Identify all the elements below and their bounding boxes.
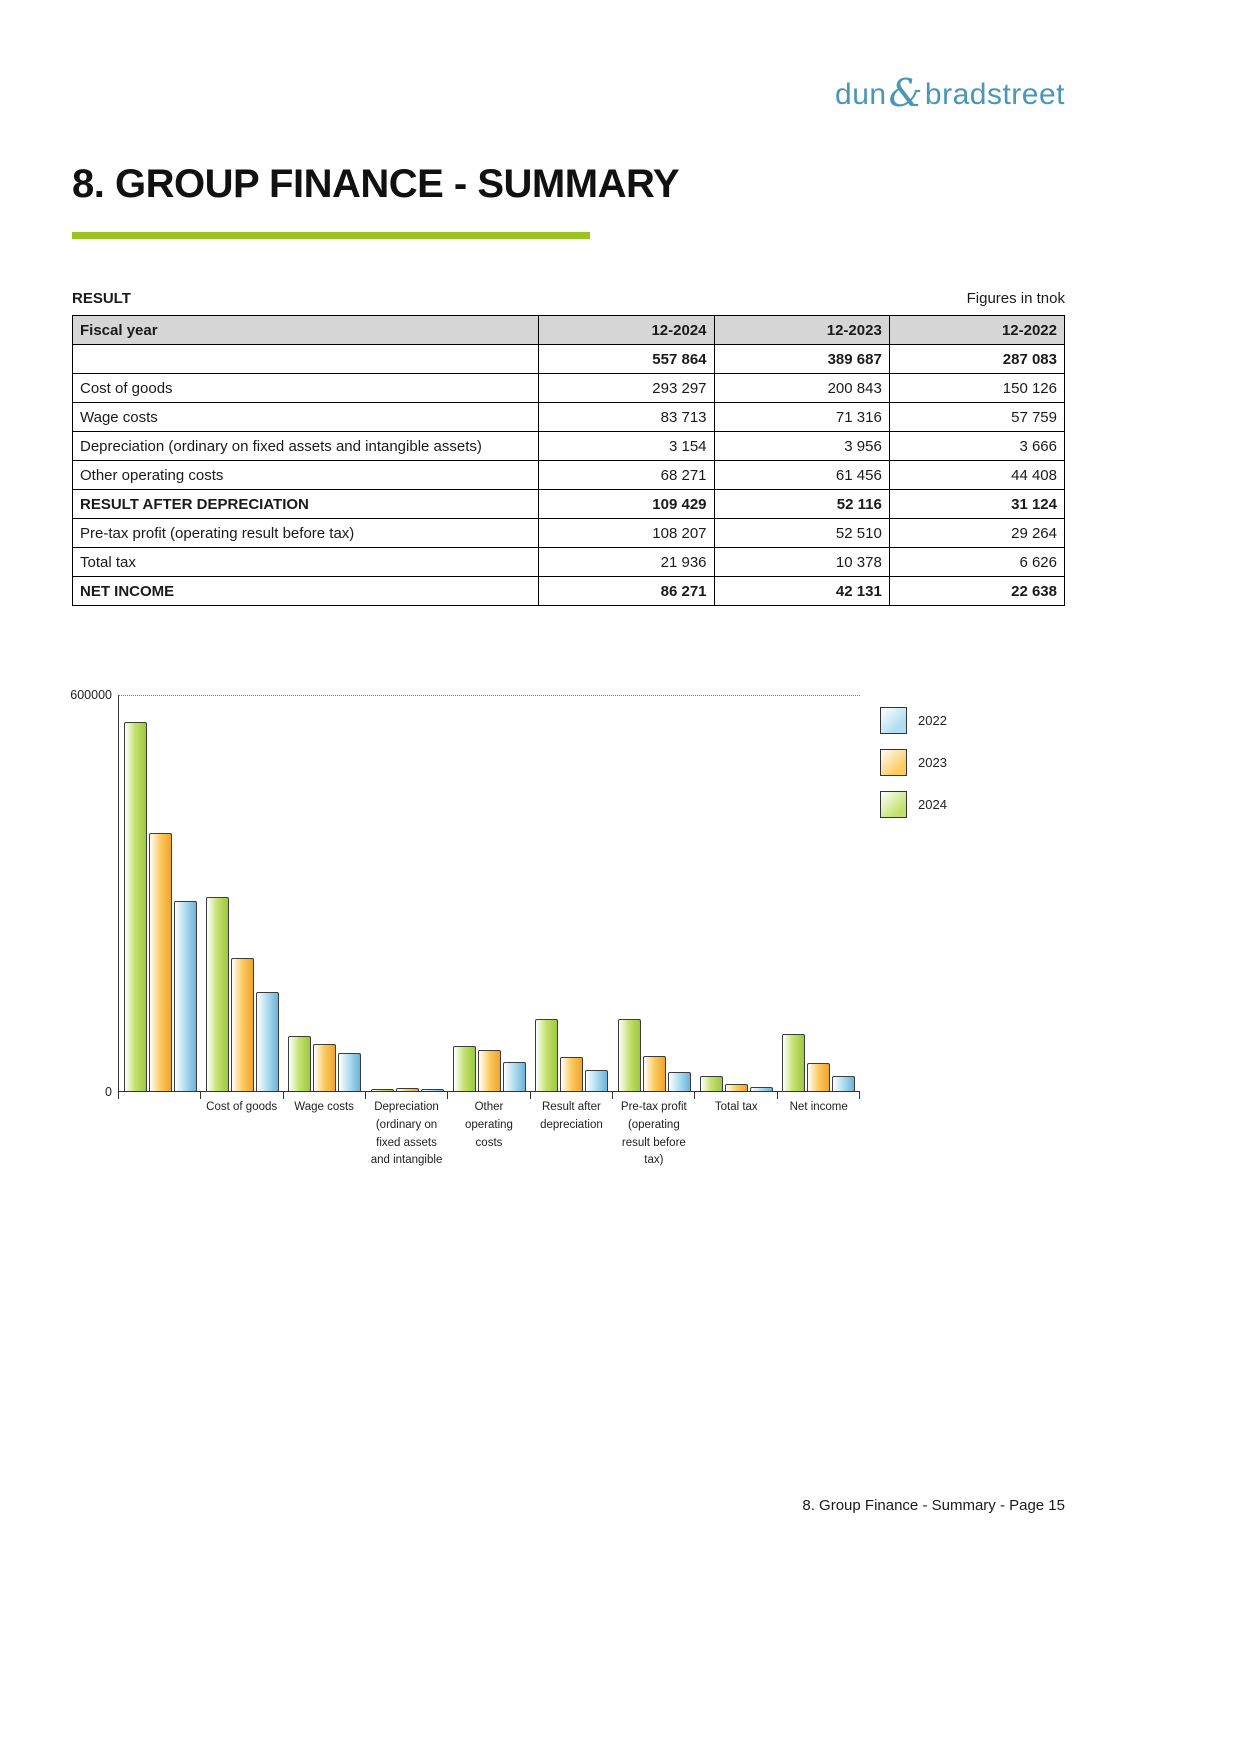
bar-group	[201, 696, 283, 1091]
bar-2024	[535, 1019, 558, 1091]
bar-group	[613, 696, 695, 1091]
bar-chart	[64, 688, 1124, 1170]
logo-ampersand-icon: &	[888, 71, 923, 115]
row-value: 68 271	[539, 461, 714, 490]
bar-2022	[174, 901, 197, 1091]
legend-label: 2022	[918, 713, 947, 728]
row-value: 52 116	[714, 490, 889, 519]
legend-swatch-2022	[880, 707, 907, 734]
page-title: 8. GROUP FINANCE - SUMMARY	[72, 162, 680, 206]
fiscal-year-header: Fiscal year	[73, 316, 539, 345]
legend-label: 2024	[918, 797, 947, 812]
chart-legend	[880, 707, 947, 818]
legend-swatch-2024	[880, 791, 907, 818]
bar-2022	[585, 1070, 608, 1091]
row-label: Total tax	[73, 548, 539, 577]
row-label: Other operating costs	[73, 461, 539, 490]
table-caption: RESULT	[72, 290, 131, 307]
category-label: Depreciation (ordinary on fixed assets and intangible	[370, 1101, 443, 1167]
row-value: 200 843	[714, 374, 889, 403]
units-note: Figures in tnok	[966, 290, 1065, 307]
row-label	[73, 345, 539, 374]
row-label: RESULT AFTER DEPRECIATION	[73, 490, 539, 519]
table-row	[73, 490, 1065, 519]
row-value: 71 316	[714, 403, 889, 432]
row-value: 108 207	[539, 519, 714, 548]
bar-2023	[149, 833, 172, 1091]
bar-2024	[618, 1019, 641, 1091]
category-label: Cost of goods	[206, 1101, 278, 1113]
row-value: 557 864	[539, 345, 714, 374]
row-value: 86 271	[539, 577, 714, 606]
bar-group	[695, 696, 777, 1091]
category-label: Pre-tax profit (operating result before tax)	[620, 1101, 687, 1167]
bar-2024	[288, 1036, 311, 1091]
category-label: Net income	[789, 1101, 848, 1113]
row-label: Cost of goods	[73, 374, 539, 403]
row-label: Wage costs	[73, 403, 539, 432]
chart-plot	[118, 695, 860, 1092]
title-underline	[72, 232, 590, 239]
row-label: Pre-tax profit (operating result before tax)	[73, 519, 539, 548]
bar-group	[366, 696, 448, 1091]
row-value: 21 936	[539, 548, 714, 577]
table-row	[73, 432, 1065, 461]
table-row	[73, 548, 1065, 577]
table-row	[73, 519, 1065, 548]
row-value: 10 378	[714, 548, 889, 577]
row-value: 42 131	[714, 577, 889, 606]
bar-group	[119, 696, 201, 1091]
row-value: 57 759	[889, 403, 1064, 432]
bar-group	[448, 696, 530, 1091]
row-value: 109 429	[539, 490, 714, 519]
bar-2023	[560, 1057, 583, 1091]
bar-2022	[256, 992, 279, 1091]
row-value: 293 297	[539, 374, 714, 403]
bar-group	[531, 696, 613, 1091]
row-label: Depreciation (ordinary on fixed assets and intangible assets)	[73, 432, 539, 461]
chart-xlabels	[118, 1092, 860, 1170]
table-row	[73, 374, 1065, 403]
category-label: Result after depreciation	[540, 1101, 603, 1131]
table-row	[73, 461, 1065, 490]
row-value: 3 666	[889, 432, 1064, 461]
logo-text-bradstreet: bradstreet	[924, 78, 1065, 111]
bar-2023	[396, 1088, 419, 1091]
bar-2023	[231, 958, 254, 1091]
legend-swatch-2023	[880, 749, 907, 776]
row-value: 61 456	[714, 461, 889, 490]
row-value: 52 510	[714, 519, 889, 548]
bar-group	[778, 696, 860, 1091]
row-value: 3 154	[539, 432, 714, 461]
bar-group	[284, 696, 366, 1091]
bar-2023	[725, 1084, 748, 1091]
result-table-body	[73, 345, 1065, 606]
bar-2024	[782, 1034, 805, 1091]
page-footer: 8. Group Finance - Summary - Page 15	[802, 1497, 1065, 1514]
logo-text-dun: dun	[835, 78, 887, 111]
row-label: NET INCOME	[73, 577, 539, 606]
legend-item	[880, 707, 947, 734]
y-axis-label-max: 600000	[70, 688, 112, 702]
table-row	[73, 577, 1065, 606]
row-value: 6 626	[889, 548, 1064, 577]
row-value: 83 713	[539, 403, 714, 432]
bar-2024	[371, 1089, 394, 1091]
row-value: 29 264	[889, 519, 1064, 548]
category-label: Total tax	[714, 1101, 758, 1113]
row-value: 3 956	[714, 432, 889, 461]
category-label	[118, 1099, 200, 1170]
table-row	[73, 403, 1065, 432]
row-value: 389 687	[714, 345, 889, 374]
row-value: 44 408	[889, 461, 1064, 490]
bar-2022	[832, 1076, 855, 1091]
category-label: Other operating costs	[464, 1101, 513, 1149]
row-value: 150 126	[889, 374, 1064, 403]
legend-label: 2023	[918, 755, 947, 770]
row-value: 22 638	[889, 577, 1064, 606]
dun-bradstreet-logo	[835, 71, 1065, 115]
table-row	[73, 345, 1065, 374]
bar-2024	[453, 1046, 476, 1091]
table-header-row	[73, 316, 1065, 345]
legend-item	[880, 791, 947, 818]
bar-2023	[807, 1063, 830, 1091]
bar-2024	[700, 1076, 723, 1091]
result-table	[72, 315, 1065, 606]
year-col-2023: 12-2023	[714, 316, 889, 345]
year-col-2022: 12-2022	[889, 316, 1064, 345]
table-caption-row	[72, 290, 1065, 307]
y-axis-label-min: 0	[105, 1085, 112, 1099]
bar-2022	[421, 1089, 444, 1091]
bar-2022	[750, 1087, 773, 1091]
bar-2022	[668, 1072, 691, 1091]
bar-2023	[643, 1056, 666, 1091]
legend-item	[880, 749, 947, 776]
bar-2023	[313, 1044, 336, 1091]
bar-2022	[338, 1053, 361, 1091]
bar-2024	[124, 722, 147, 1091]
bar-2023	[478, 1050, 501, 1091]
category-label: Wage costs	[294, 1101, 354, 1113]
bar-2024	[206, 897, 229, 1091]
row-value: 287 083	[889, 345, 1064, 374]
row-value: 31 124	[889, 490, 1064, 519]
year-col-2024: 12-2024	[539, 316, 714, 345]
bar-2022	[503, 1062, 526, 1091]
